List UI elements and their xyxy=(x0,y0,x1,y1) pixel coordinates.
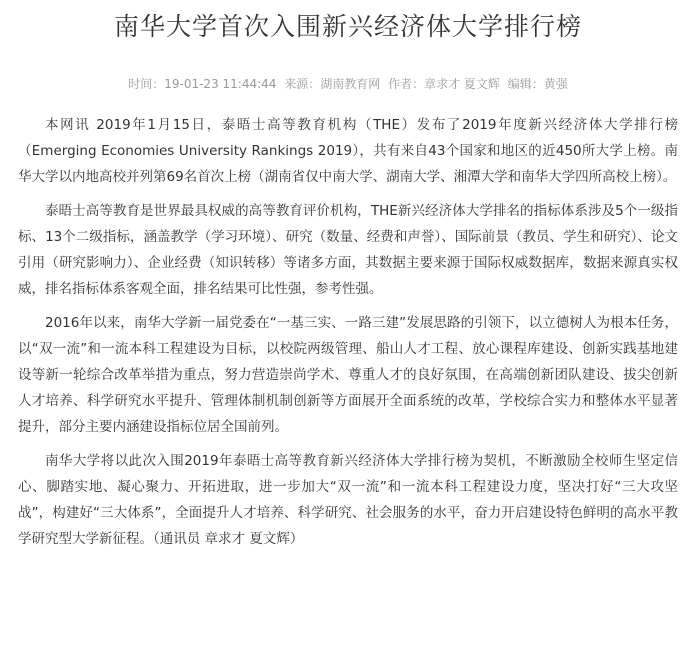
article-body xyxy=(18,112,678,552)
paragraph-3: 2016年以来，南华大学新一届党委在“一基三实、一路三建”发展思路的引领下，以立德树人为根本任务，以“双一流”和一流本科工程建设为目标，以校院两级管理、船山人才工程、放心课程库建设、创新实践基地建设等新一轮综合改革举措为重点，努力营造崇尚学术、尊重人才的良好氛围，在高端创新团队建设、拔尖创新人才培养、科学研究水平提升、管理体制机制创新等方面展开全面系统的改革，学校综合实力和整体水平显著提升，部分主要内涵建设指标位居全国前列。 xyxy=(18,315,678,435)
article-meta xyxy=(18,76,678,92)
meta-time: 时间：19-01-23 11:44:44 xyxy=(128,77,277,91)
meta-editor: 编辑：黄强 xyxy=(507,77,568,91)
paragraph-1: 本网讯 2019年1月15日，泰晤士高等教育机构（THE）发布了2019年度新兴经济体大学排行榜（Emerging Economies University Rankings 2019），共有来自43个国家和地区的近450所大学上榜。南华大学以内地高校并列第69名首次上榜（湖南省仅中南大学、湖南大学、湘潭大学和南华大学四所高校上榜）。 xyxy=(18,117,678,185)
article-title: 南华大学首次入围新兴经济体大学排行榜 xyxy=(113,12,582,41)
meta-source: 来源：湖南教育网 xyxy=(284,77,381,91)
paragraph-2: 泰晤士高等教育是世界最具权威的高等教育评价机构，THE新兴经济体大学排名的指标体系涉及5个一级指标、13个二级指标，涵盖教学（学习环境）、研究（数量、经费和声誉）、国际前景（教员、学生和研究）、论文引用（研究影响力）、企业经费（知识转移）等诸多方面，其数据主要来源于国际权威数据库，数据来源真实权威，排名指标体系客观全面，排名结果可比性强，参考性强。 xyxy=(18,203,678,297)
meta-author: 作者：章求才 夏文辉 xyxy=(388,77,500,91)
paragraph-4: 南华大学将以此次入围2019年泰晤士高等教育新兴经济体大学排行榜为契机，不断激励全校师生坚定信心、脚踏实地、凝心聚力、开拓进取，进一步加大“双一流”和一流本科工程建设力度，坚决打好“三大攻坚战”，构建好“三大体系”，全面提升人才培养、科学研究、社会服务的水平，奋力开启建设特色鲜明的高水平教学研究型大学新征程。（通讯员 章求才 夏文辉） xyxy=(18,453,678,547)
